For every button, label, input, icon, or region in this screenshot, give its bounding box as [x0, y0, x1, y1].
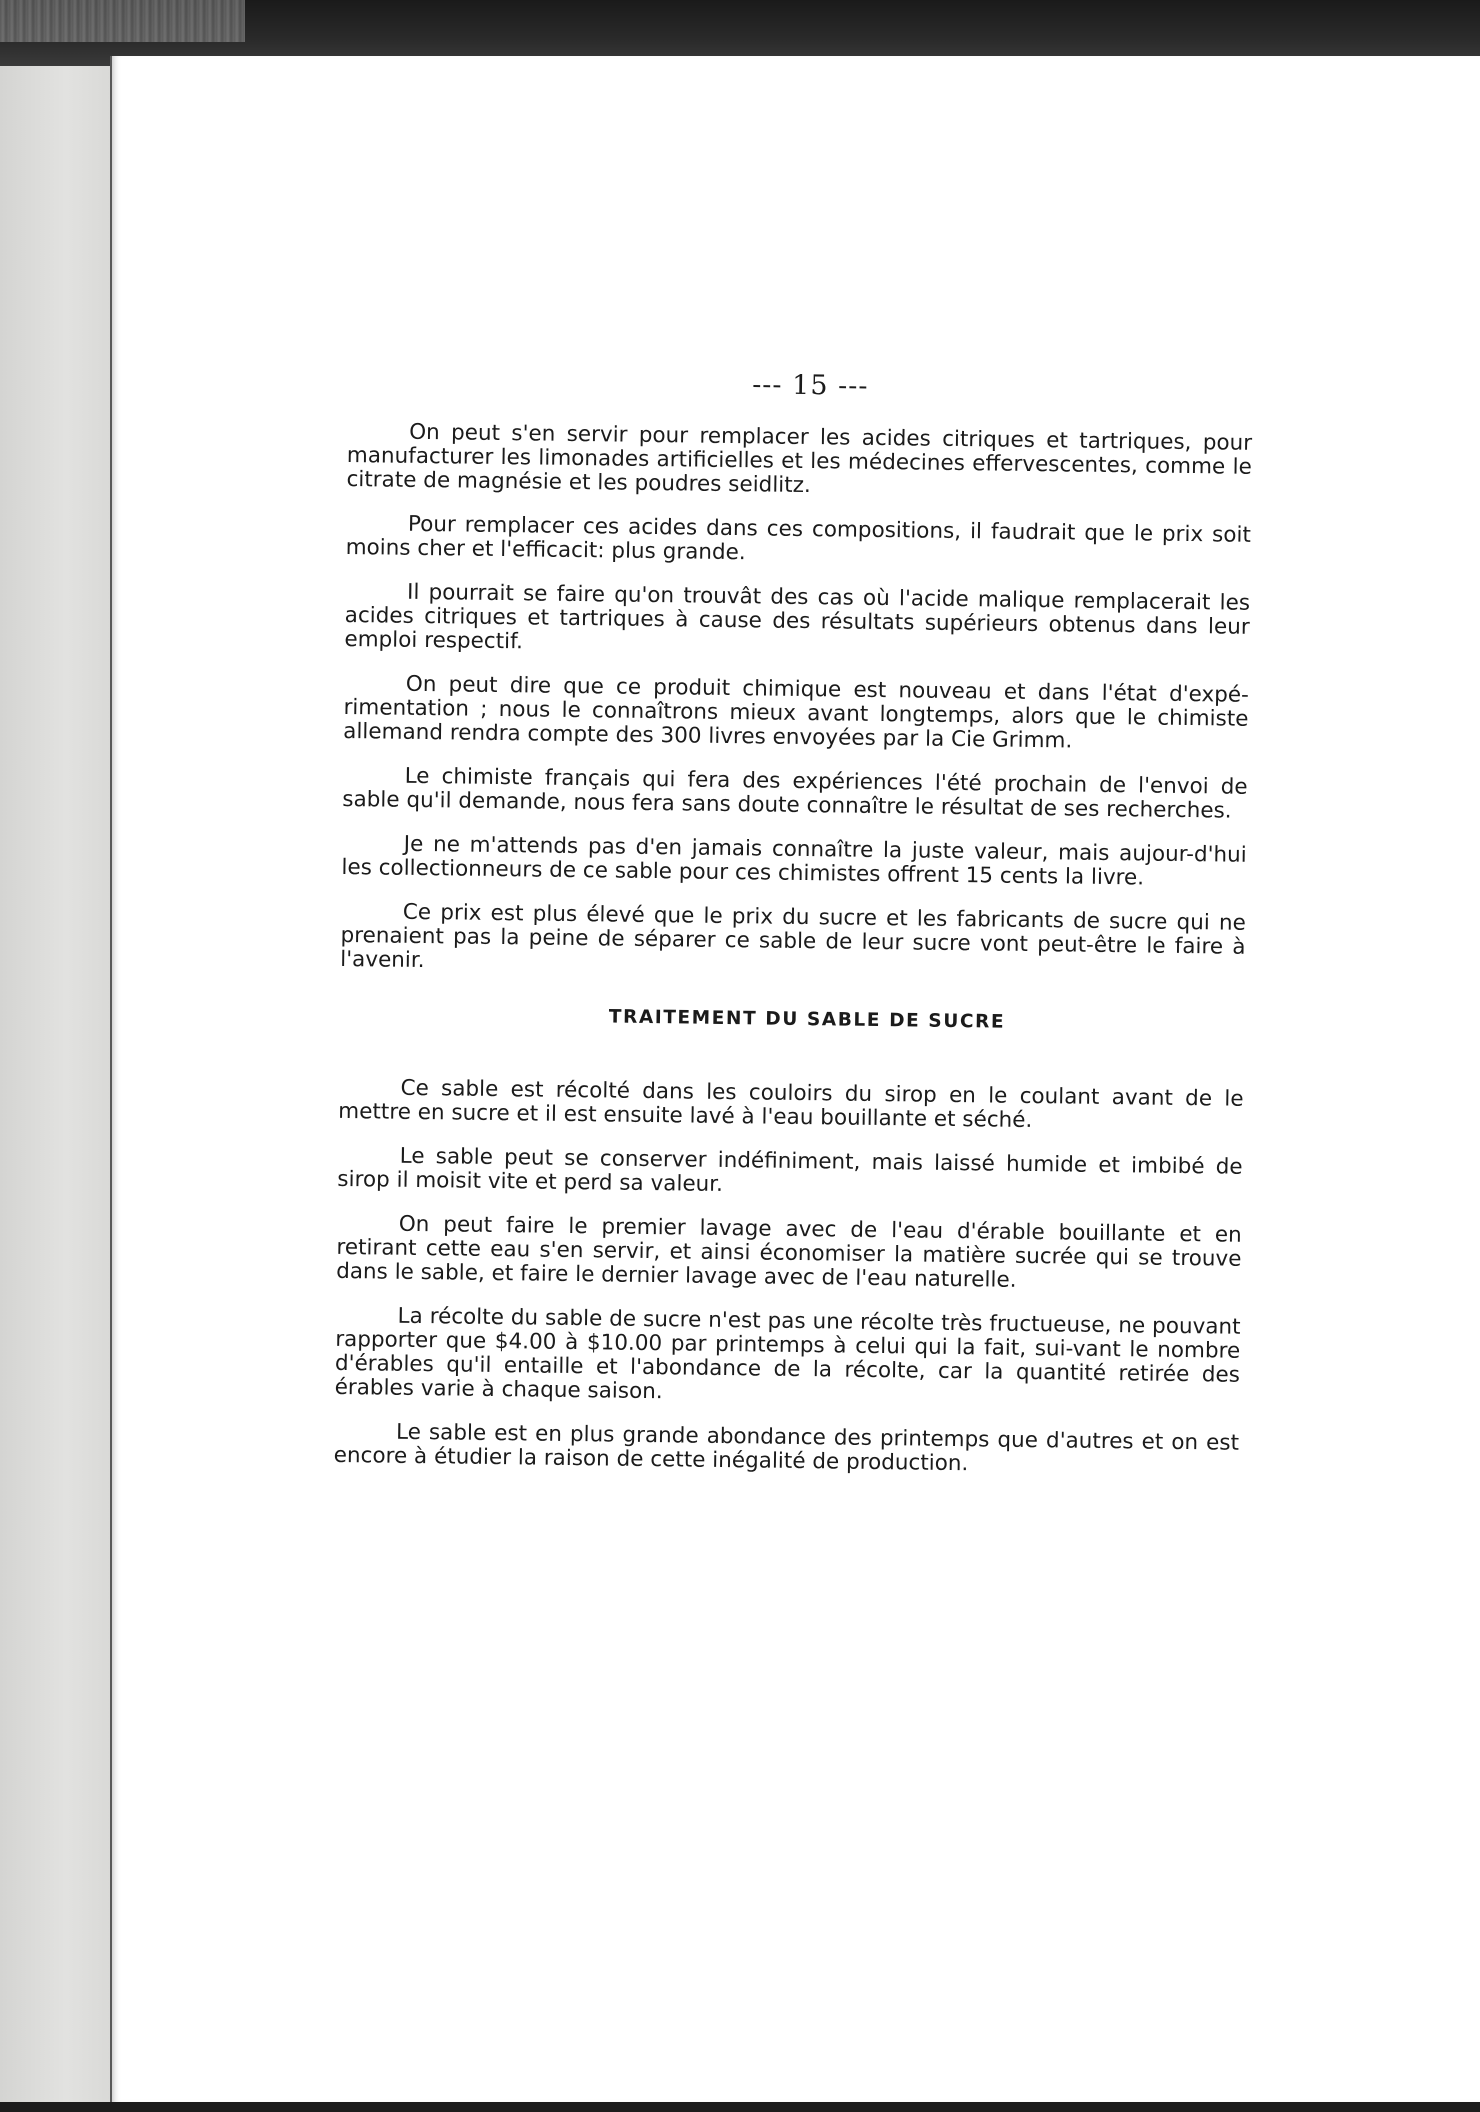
paragraph: Ce sable est récolté dans les couloirs du sirop en le coulant avant de le mettre en sucre et il est ensuite lavé à l'eau bouillante et séché.	[338, 1075, 1244, 1134]
paragraph: Le sable est en plus grande abondance des printemps que d'autres et on est encore à étudier la raison de cette inégalité de production.	[333, 1419, 1240, 1477]
scan-artifact	[0, 0, 245, 42]
paragraph: On peut s'en servir pour remplacer les acides citriques et tartriques, pour manufacturer les limonades artificielles et les médecines effervescentes, comme le citrate de magnésie et les poudres seidlitz.	[346, 419, 1253, 499]
paragraph: On peut faire le premier lavage avec de l'eau d'érable bouillante et en retirant cette eau s'en servir, et ainsi économiser la matière sucrée qui se trouve dans le sable, et faire le dernier lavage avec de l'eau naturelle.	[336, 1211, 1242, 1293]
paragraph: Le sable peut se conserver indéfiniment, mais laissé humide et imbibé de sirop il moisit vite et perd sa valeur.	[337, 1143, 1243, 1197]
paragraph: On peut dire que ce produit chimique est nouveau et dans l'état d'expé-rimentation ; nous le connaîtrons mieux avant longtemps, alors que le chimiste allemand rendra compte des 300 livres envoyées par la Cie Grimm.	[343, 671, 1249, 754]
scan-left-margin	[0, 66, 110, 2102]
paragraph: Il pourrait se faire qu'on trouvât des cas où l'acide malique remplacerait les acides citriques et tartriques à cause des résultats supérieurs obtenus dans leur emploi respectif.	[344, 579, 1251, 655]
paragraph: Je ne m'attends pas d'en jamais connaître la juste valeur, mais aujour-d'hui les collectionneurs de ce sable pour ces chimistes offrent 15 cents la livre.	[341, 831, 1247, 891]
paragraph: Pour remplacer ces acides dans ces compositions, il faudrait que le prix soit moins cher et l'efficacit: plus grande.	[345, 511, 1252, 566]
paragraph: Le chimiste français qui fera des expériences l'été prochain de l'envoi de sable qu'il demande, nous fera sans doute connaître le résultat de ses recherches.	[342, 763, 1248, 824]
paragraph: La récolte du sable de sucre n'est pas une récolte très fructueuse, ne pouvant rapporter que $4.00 à $10.00 par printemps à celui qui la fait, sui-vant le nombre d'érables qu'il entaille et l'abondance de la récolte, car la quantité retirée des érables varie à chaque saison.	[334, 1303, 1241, 1405]
page-text	[333, 368, 1253, 1500]
page-number: --- 15 ---	[751, 369, 869, 402]
section-heading: TRAITEMENT DU SABLE DE SUCRE	[608, 1006, 1006, 1033]
scan-bottom-border	[0, 2102, 1480, 2112]
paragraph: Ce prix est plus élevé que le prix du sucre et les fabricants de sucre qui ne prenaient pas la peine de séparer ce sable de leur sucre vont peut-être le faire à l'avenir.	[340, 899, 1246, 974]
